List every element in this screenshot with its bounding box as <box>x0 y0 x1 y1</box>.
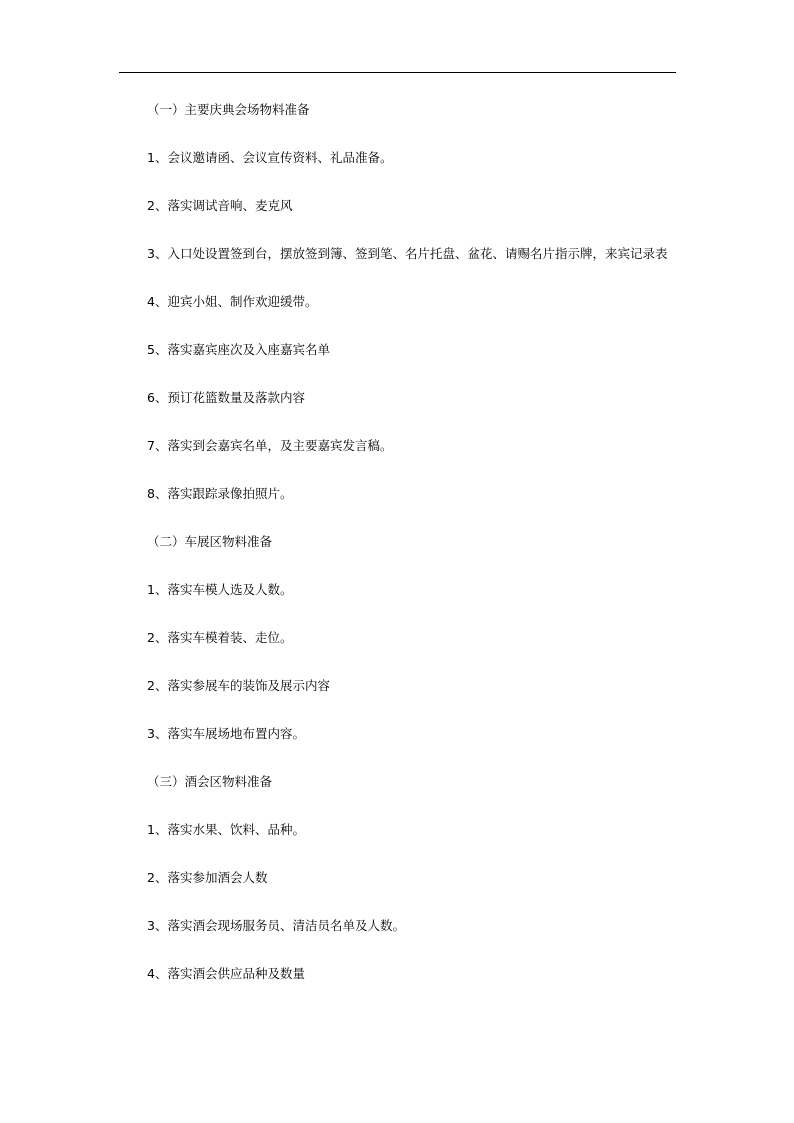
list-item: 3、落实酒会现场服务员、清洁员名单及人数。 <box>147 918 405 933</box>
list-item: 1、会议邀请函、会议宣传资料、礼品准备。 <box>147 150 393 165</box>
list-item: 2、落实车模着装、走位。 <box>147 630 293 645</box>
list-item: 5、落实嘉宾座次及入座嘉宾名单 <box>147 342 330 357</box>
list-item: 2、落实参加酒会人数 <box>147 870 268 885</box>
list-item: 2、落实调试音响、麦克风 <box>147 198 293 213</box>
list-item: 1、落实水果、饮料、品种。 <box>147 822 305 837</box>
section-heading-ceremony: （一）主要庆典会场物料准备 <box>147 102 310 117</box>
header-rule <box>119 72 676 73</box>
list-item: 2、落实参展车的装饰及展示内容 <box>147 678 330 693</box>
list-item: 4、落实酒会供应品种及数量 <box>147 966 305 981</box>
list-item: 1、落实车模人选及人数。 <box>147 582 293 597</box>
list-item: 4、迎宾小姐、制作欢迎缓带。 <box>147 294 318 309</box>
section-heading-reception: （三）酒会区物料准备 <box>147 774 273 789</box>
list-item: 3、入口处设置签到台，摆放签到簿、签到笔、名片托盘、盆花、请赐名片指示牌，来宾记录表 <box>147 246 668 261</box>
section-heading-car-show: （二）车展区物料准备 <box>147 534 273 549</box>
list-item: 8、落实跟踪录像拍照片。 <box>147 486 293 501</box>
document-body <box>119 96 679 1008</box>
list-item: 3、落实车展场地布置内容。 <box>147 726 305 741</box>
list-item: 7、落实到会嘉宾名单，及主要嘉宾发言稿。 <box>147 438 393 453</box>
list-item: 6、预订花篮数量及落款内容 <box>147 390 305 405</box>
